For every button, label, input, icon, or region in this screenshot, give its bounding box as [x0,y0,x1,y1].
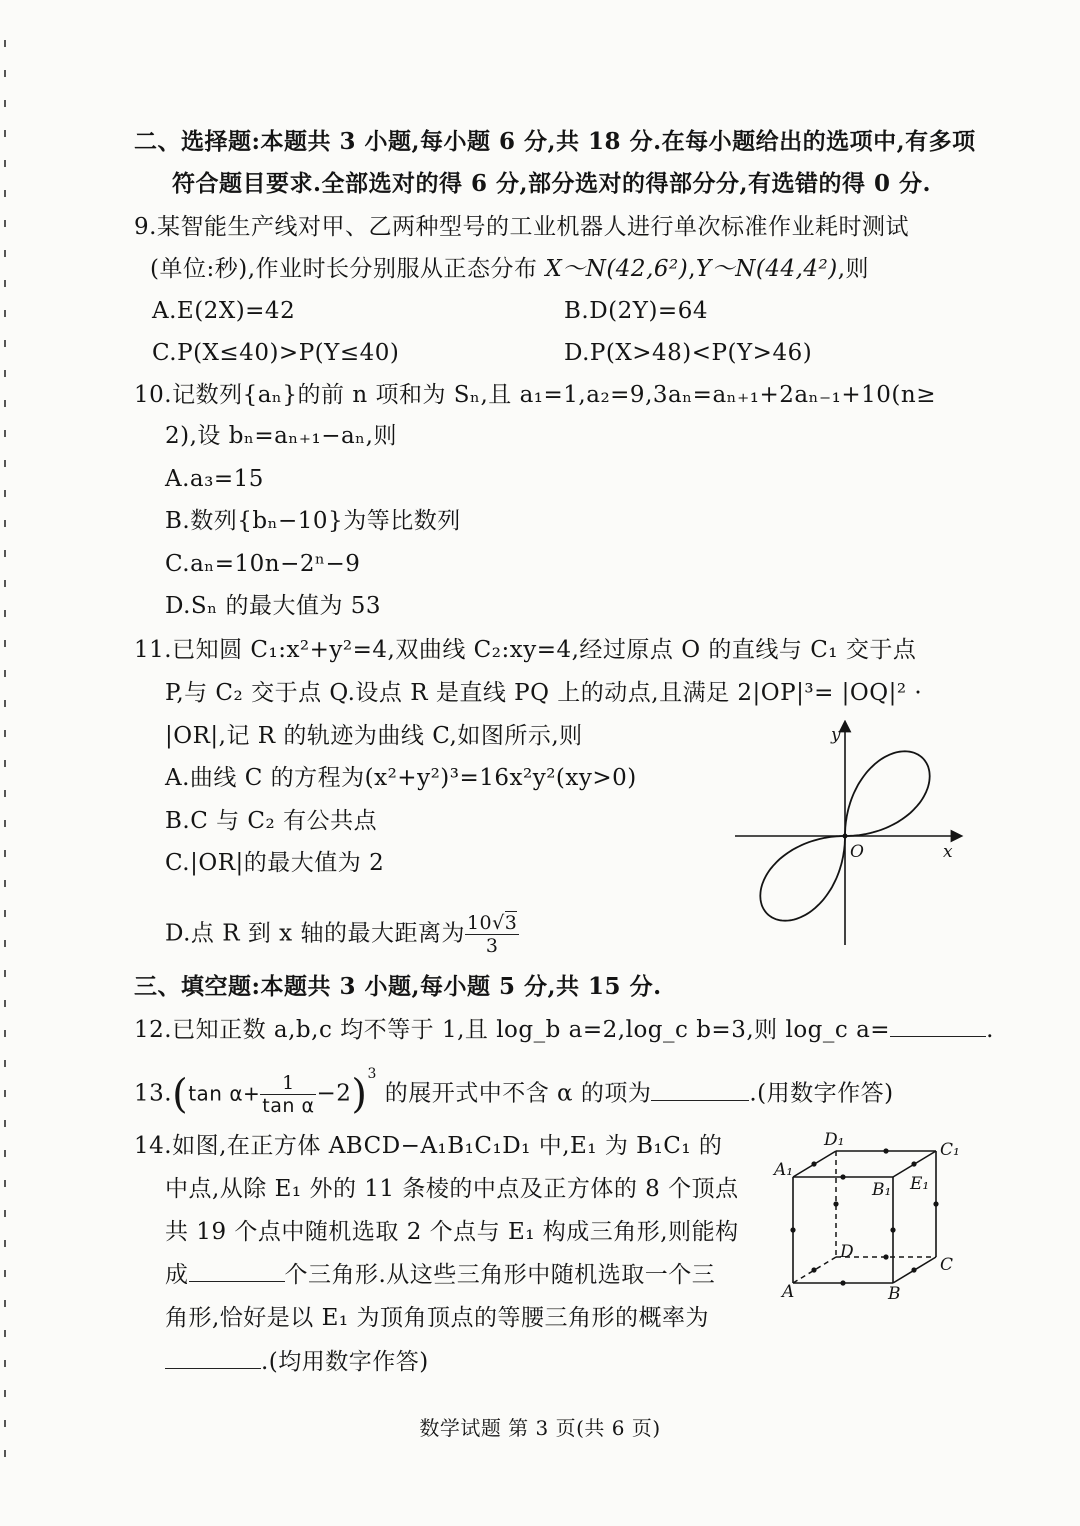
q9-dist-y: Y～N(44,4²) [696,256,838,282]
cube-label-a1: A₁ [774,1160,794,1180]
margin-mark [4,1330,6,1337]
margin-mark [4,910,6,917]
margin-mark [4,610,6,617]
margin-mark [4,1120,6,1127]
margin-mark [4,100,6,107]
q11-option-d-text: D.点 R 到 x 轴的最大距离为 [165,920,465,947]
section2-heading-cont: 符合题目要求.全部选对的得 6 分,部分选对的得部分分,有选错的得 0 分. [172,170,932,197]
margin-mark [4,940,6,947]
cube-label-c: C [940,1255,954,1275]
q11-option-d-fraction: $\frac{10√3}{3}$ [466,912,518,957]
q9-option-b: B.D(2Y)=64 [564,298,708,324]
q10-line2: 2),设 bₙ=aₙ₊₁−aₙ,则 [165,423,397,449]
margin-mark [4,220,6,227]
q13-stem: 的展开式中不含 α 的项为 [384,1080,652,1107]
margin-mark [4,1300,6,1307]
margin-mark [4,700,6,707]
margin-mark [4,1030,6,1037]
margin-mark [4,1360,6,1367]
margin-mark [4,1180,6,1187]
margin-mark [4,1450,6,1457]
fraction-radicand: 3 [504,912,518,934]
margin-mark [4,1090,6,1097]
q9-separator: , [688,256,697,282]
margin-mark [4,1390,6,1397]
q11-curve-figure [735,720,965,950]
margin-mark [4,280,6,287]
q13-answer-blank[interactable] [651,1099,749,1101]
cube-midpoint [883,1148,888,1153]
margin-mark [4,1270,6,1277]
cube-point-e1 [911,1161,916,1166]
q11-option-d [165,912,519,957]
margin-mark [4,310,6,317]
margin-mark [4,70,6,77]
margin-mark [4,130,6,137]
q10-option-d: D.Sₙ 的最大值为 53 [165,593,382,619]
q13-minus-two: −2 [316,1080,352,1107]
q14-cube-figure [768,1125,968,1305]
q14-line1 [134,1131,722,1161]
q9-option-a: A.E(2X)=42 [152,298,296,324]
q13-left-paren: ( [172,1071,189,1118]
margin-mark [4,730,6,737]
q12-stem: 已知正数 a,b,c 均不等于 1,且 log_b a=2,log_c b=3,则 log_c a= [172,1017,891,1043]
margin-mark [4,790,6,797]
q13-line [134,1065,894,1118]
cube-midpoint [811,1267,816,1272]
section2-heading: 二、选择题:本题共 3 小题,每小题 6 分,共 18 分.在每小题给出的选项中,有多项 [134,128,976,155]
q13-fraction-numerator: 1 [260,1072,316,1095]
margin-mark [4,40,6,47]
margin-mark [4,640,6,647]
margin-mark [4,1000,6,1007]
margin-mark [4,820,6,827]
q13-right-paren: ) [351,1071,368,1118]
q13-end: .(用数字作答) [749,1080,894,1107]
q14-line6 [165,1347,429,1377]
cube-midpoint [840,1280,845,1285]
q9-number: 9. [134,214,157,240]
margin-mark [4,340,6,347]
margin-mark [4,460,6,467]
q11-x-label: x [943,842,953,862]
cube-midpoint [811,1161,816,1166]
q14-line5: 角形,恰好是以 E₁ 为顶角顶点的等腰三角形的概率为 [165,1305,709,1331]
margin-mark [4,520,6,527]
q13-exponent: 3 [367,1065,377,1082]
margin-mark [4,490,6,497]
q13-tan-term: tan α+ [188,1081,261,1106]
margin-mark [4,370,6,377]
cube-midpoint [833,1201,838,1206]
cube-midpoint [890,1227,895,1232]
q10-option-a: A.a₃=15 [165,466,264,492]
margin-mark [4,970,6,977]
q14-line4-rest: 个三角形.从这些三角形中随机选取一个三 [284,1262,716,1288]
q9-line1 [134,212,909,242]
q12-answer-blank[interactable] [890,1035,986,1037]
q13-fraction-denominator: tan α [262,1095,315,1117]
margin-mark [4,1240,6,1247]
margin-mark [4,880,6,887]
cube-midpoint [840,1174,845,1179]
margin-mark [4,760,6,767]
q11-origin-dot [843,834,848,839]
fraction-denominator: 3 [485,935,499,957]
cube-label-b: B [888,1284,901,1304]
cube-label-b1: B₁ [872,1180,892,1200]
cube-midpoint [790,1227,795,1232]
q11-y-label: y [831,725,841,745]
q11-option-c: C.|OR|的最大值为 2 [165,850,385,876]
cube-midpoint [933,1201,938,1206]
q9-stem-end: ,则 [837,256,870,282]
q14-stem-line1: 如图,在正方体 ABCD−A₁B₁C₁D₁ 中,E₁ 为 B₁C₁ 的 [172,1133,723,1159]
q9-dist-x: X～N(42,6²) [545,256,689,282]
q14-line6-end: .(均用数字作答) [261,1349,429,1375]
q11-line3: |OR|,记 R 的轨迹为曲线 C,如图所示,则 [165,723,583,749]
q9-option-c: C.P(X≤40)>P(Y≤40) [152,340,400,366]
q14-line2: 中点,从除 E₁ 外的 11 条棱的中点及正方体的 8 个顶点 [165,1176,739,1202]
cube-label-d1: D₁ [824,1130,845,1150]
cube-midpoint [883,1254,888,1259]
cube-midpoint [911,1267,916,1272]
margin-mark [4,670,6,677]
q13-number: 13. [134,1080,173,1107]
q14-number: 14. [134,1133,173,1159]
q10-option-b: B.数列{bₙ−10}为等比数列 [165,508,461,534]
q9-stem-line1: 某智能生产线对甲、乙两种型号的工业机器人进行单次标准作业耗时测试 [156,214,909,240]
section3-heading: 三、填空题:本题共 3 小题,每小题 5 分,共 15 分. [134,973,662,1000]
q14-line4-start: 成 [165,1262,189,1288]
margin-mark [4,430,6,437]
q9-option-d: D.P(X>48)<P(Y>46) [564,340,813,366]
margin-mark [4,1150,6,1157]
cube-label-a: A [782,1282,795,1302]
q12-line [134,1015,994,1045]
q14-line4 [165,1260,715,1290]
q11-stem-line1: 已知圆 C₁:x²+y²=4,双曲线 C₂:xy=4,经过原点 O 的直线与 C₁ 交于点 [172,637,917,663]
margin-mark [4,1060,6,1067]
margin-mark [4,580,6,587]
q9-stem-line2: (单位:秒),作业时长分别服从正态分布 [150,256,546,282]
q10-line1 [134,380,936,410]
q13-fraction [260,1072,316,1117]
margin-mark [4,250,6,257]
cube-label-c1: C₁ [940,1140,960,1160]
margin-mark [4,190,6,197]
q11-origin-label: O [850,842,864,862]
q14-answer-blank-1[interactable] [189,1280,285,1282]
margin-mark [4,1210,6,1217]
cube-label-e1: E₁ [910,1174,930,1194]
q11-line2: P,与 C₂ 交于点 Q.设点 R 是直线 PQ 上的动点,且满足 2|OP|³= |OQ|² · [165,680,923,706]
page-footer: 数学试题 第 3 页(共 6 页) [419,1416,661,1440]
q12-end: . [986,1017,994,1043]
q10-option-c: C.aₙ=10n−2ⁿ−9 [165,551,361,577]
q14-answer-blank-2[interactable] [165,1367,261,1369]
q11-line1 [134,635,916,665]
margin-mark [4,550,6,557]
q10-number: 10. [134,382,173,408]
q11-option-a: A.曲线 C 的方程为(x²+y²)³=16x²y²(xy>0) [165,765,637,791]
fraction-numerator-coef: 10 [466,912,493,934]
q14-line3: 共 19 个点中随机选取 2 个点与 E₁ 构成三角形,则能构 [165,1219,739,1245]
q9-line2 [150,254,869,284]
margin-mark [4,400,6,407]
q11-option-b: B.C 与 C₂ 有公共点 [165,808,378,834]
q10-stem-line1: 记数列{aₙ}的前 n 项和为 Sₙ,且 a₁=1,a₂=9,3aₙ=aₙ₊₁+2aₙ₋₁+10(n≥ [172,382,936,408]
margin-mark [4,160,6,167]
q11-number: 11. [134,637,173,663]
q12-number: 12. [134,1017,173,1043]
cube-label-d: D [840,1242,854,1262]
margin-mark [4,850,6,857]
